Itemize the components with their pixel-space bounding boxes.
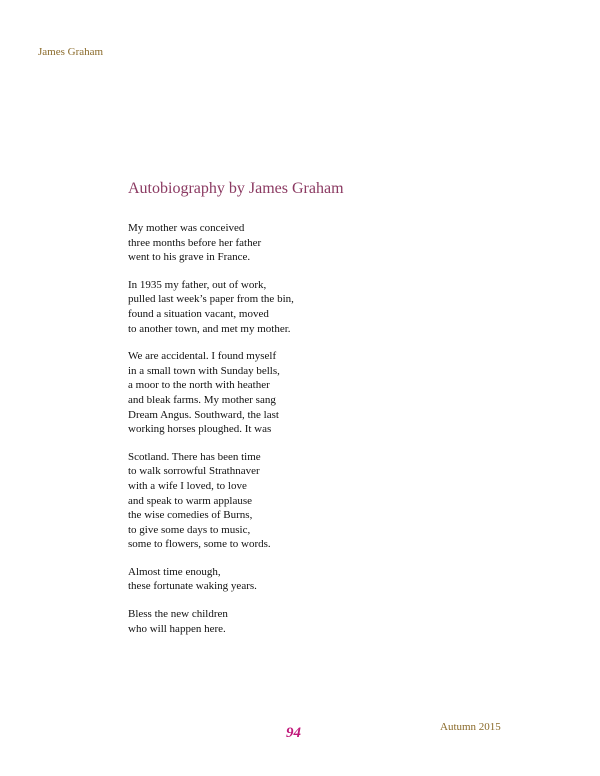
poem-line: In 1935 my father, out of work,: [128, 278, 267, 291]
poem-line: Bless the new children: [128, 608, 228, 621]
poem-line: Almost time enough,: [128, 565, 221, 578]
stanza-3: [128, 349, 448, 437]
stanza-2: [128, 278, 448, 336]
poem-line: found a situation vacant, moved: [128, 307, 269, 320]
poem-line: a moor to the north with heather: [128, 379, 270, 392]
stanza-4: [128, 450, 448, 552]
poem-line: and speak to warm applause: [128, 494, 253, 507]
stanza-6: [128, 607, 448, 636]
running-head-author: James Graham: [38, 46, 104, 58]
poem-line: went to his grave in France.: [128, 251, 251, 264]
poem-line: My mother was conceived: [128, 222, 245, 234]
poem-line: pulled last week’s paper from the bin,: [128, 293, 294, 306]
stanza-1: [128, 221, 448, 265]
poem-line: who will happen here.: [128, 622, 226, 635]
stanza-5: [128, 565, 448, 594]
poem-line: with a wife I loved, to love: [128, 479, 247, 492]
issue-label: Autumn 2015: [440, 721, 501, 733]
poem-line: these fortunate waking years.: [128, 580, 257, 593]
poem-line: to another town, and met my mother.: [128, 322, 291, 335]
page-number: 94: [286, 725, 301, 741]
poem-title: Autobiography by James Graham: [128, 180, 344, 197]
poem-line: to give some days to music,: [128, 523, 251, 536]
poem-line: and bleak farms. My mother sang: [128, 393, 276, 406]
poem-line: to walk sorrowful Strathnaver: [128, 465, 260, 478]
poem-body: [128, 221, 448, 649]
poem-line: in a small town with Sunday bells,: [128, 364, 280, 377]
poem-line: We are accidental. I found myself: [128, 350, 277, 363]
poem-line: some to flowers, some to words.: [128, 538, 271, 551]
poem-line: Dream Angus. Southward, the last: [128, 408, 279, 421]
poem-line: three months before her father: [128, 236, 262, 249]
poem-line: working horses ploughed. It was: [128, 423, 272, 436]
poem-line: Scotland. There has been time: [128, 450, 261, 463]
poem-line: the wise comedies of Burns,: [128, 509, 253, 522]
